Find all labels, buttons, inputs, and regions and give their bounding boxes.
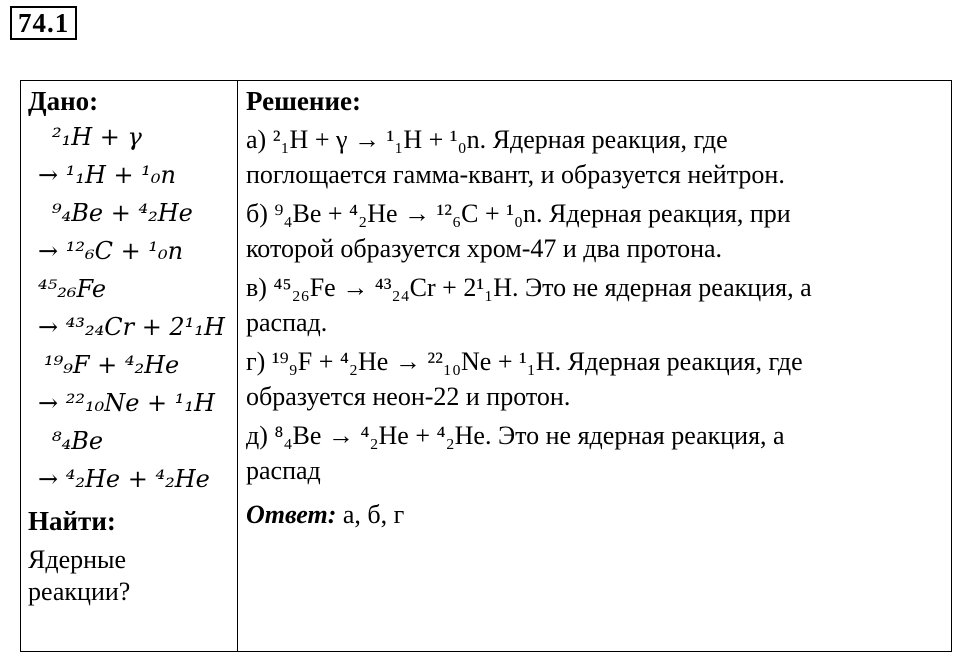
find-text-1: Ядерные: [28, 545, 127, 574]
solution-item-d-line1: г) ¹⁹₉F + ⁴₂He → ²²₁₀Ne + ¹₁H. Ядерная реакция, где: [246, 347, 803, 376]
solution-item-b-line1: б) ⁹₄Be + ⁴₂He → ¹²₆C + ¹₀n. Ядерная реакция, при: [246, 199, 791, 228]
solution-item-c-line2: распад.: [246, 308, 328, 337]
solution-item-c: [246, 270, 946, 340]
given-line-5: ⁴⁵₂₆Fe: [38, 275, 107, 303]
answer-value: а, б, г: [336, 500, 405, 529]
answer-label: Ответ:: [246, 500, 337, 529]
find-heading: Найти:: [28, 506, 116, 536]
given-line-6: → ⁴³₂₄Cr + 2¹₁H: [38, 313, 225, 341]
solution-item-e-line2: распад: [246, 456, 321, 485]
given-heading: Дано:: [28, 86, 99, 116]
given-line-2: → ¹₁H + ¹₀n: [38, 161, 176, 189]
answer-line: [246, 498, 946, 532]
solution-item-c-line1: в) ⁴⁵₂₆Fe → ⁴³₂₄Cr + 2¹₁H. Это не ядерная реакция, а: [246, 273, 812, 302]
column-divider: [237, 80, 238, 652]
solution-item-a: [246, 122, 946, 192]
solution-item-a-line2: поглощается гамма-квант, и образуется нейтрон.: [246, 160, 785, 189]
given-line-8: → ²²₁₀Ne + ¹₁H: [38, 389, 215, 417]
given-line-9: ⁸₄Be: [52, 427, 104, 455]
solution-column: [246, 84, 946, 532]
solution-item-b-line2: которой образуется хром-47 и два протона.: [246, 234, 723, 263]
solution-item-d-line2: образуется неон-22 и протон.: [246, 382, 571, 411]
solution-item-d: [246, 344, 946, 414]
find-text-2: реакции?: [28, 577, 131, 606]
solution-item-e: [246, 418, 946, 488]
solution-item-e-line1: д) ⁸₄Be → ⁴₂He + ⁴₂He. Это не ядерная реакция, а: [246, 421, 785, 450]
solution-heading: Решение:: [246, 86, 361, 116]
given-line-7: ¹⁹₉F + ⁴₂He: [44, 351, 180, 379]
given-line-1: ²₁H + γ: [52, 123, 142, 151]
given-column: [28, 84, 233, 608]
problem-number: 74.1: [10, 6, 77, 40]
given-line-10: → ⁴₂He + ⁴₂He: [38, 465, 210, 493]
given-line-4: → ¹²₆C + ¹₀n: [38, 237, 184, 265]
given-line-3: ⁹₄Be + ⁴₂He: [52, 199, 193, 227]
solution-item-a-line1: а) ²₁H + γ → ¹₁H + ¹₀n. Ядерная реакция, где: [246, 125, 728, 154]
solution-item-b: [246, 196, 946, 266]
